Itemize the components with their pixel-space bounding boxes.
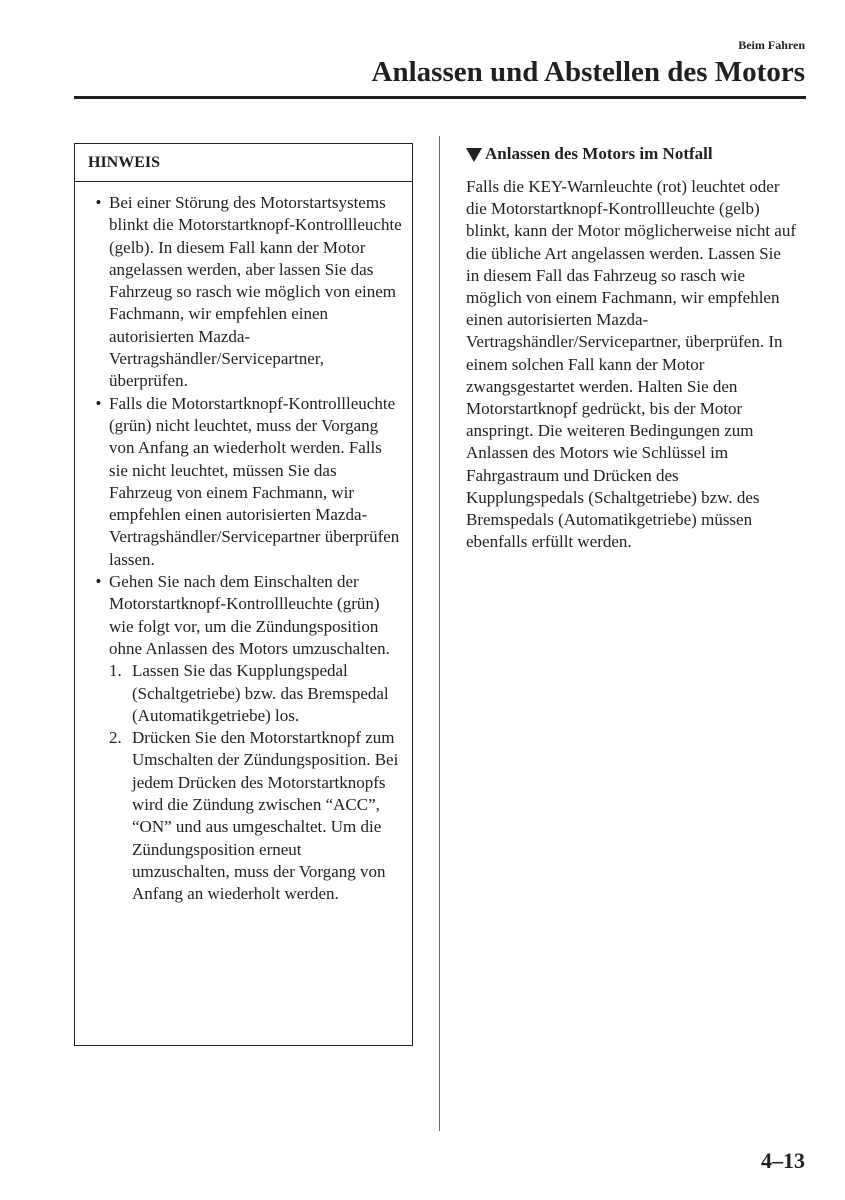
bullet-text: Falls die Motorstartknopf-Kontrollleuchte (grün) nicht leuchtet, muss der Vorgang von Anfang an wiederholt werden. Falls sie nicht leuchtet, müssen Sie das Fahrzeug von einem Fachmann, wir empfehlen einen autorisierten Mazda-Vertragshändler/Servicepartner überprüfen lassen. <box>109 393 400 569</box>
step-text: Lassen Sie das Kupplungspedal (Schaltgetriebe) bzw. das Bremspedal (Automatikgetriebe) los. <box>132 661 389 725</box>
section-heading-text: Anlassen des Motors im Notfall <box>485 144 713 163</box>
header-rule <box>74 96 806 99</box>
triangle-down-icon <box>466 148 482 162</box>
step-number: 2. <box>109 728 122 748</box>
note-title: HINWEIS <box>75 144 412 182</box>
note-bullet-2 <box>88 393 403 571</box>
bullet-text: Gehen Sie nach dem Einschalten der Motorstartknopf-Kontrollleuchte (grün) wie folgt vor, um die Zündungsposition ohne Anlassen des Motors umzuschalten. <box>109 572 390 658</box>
section-heading <box>466 143 713 165</box>
step-item-2 <box>109 727 403 905</box>
step-item-1 <box>109 660 403 727</box>
step-text: Drücken Sie den Motorstartknopf zum Umschalten der Zündungsposition. Bei jedem Drücken des Motorstartknopfs wird die Zündung zwischen “ACC”, “ON” und aus umgeschaltet. Um die Zündungsposition erneut umzuschalten, muss der Vorgang von Anfang an wiederholt werden. <box>132 728 399 904</box>
note-bullet-3 <box>88 571 403 660</box>
note-bullet-1 <box>88 192 403 393</box>
step-number: 1. <box>109 661 122 681</box>
page-number: 4–13 <box>761 1148 805 1173</box>
note-body <box>75 182 412 906</box>
bullet-mark: • <box>95 572 102 592</box>
chapter-label: Beim Fahren <box>738 38 805 52</box>
step-list <box>109 660 403 905</box>
column-divider <box>439 136 440 1131</box>
bullet-text: Bei einer Störung des Motorstartsystems blinkt die Motorstartknopf-Kontrollleuchte (gelb). In diesem Fall kann der Motor angelassen werden, aber lassen Sie das Fahrzeug so rasch wie möglich von einem Fachmann, wir empfehlen einen autorisierten Mazda-Vertragshändler/Servicepartner, überprüfen. <box>109 193 402 391</box>
bullet-mark: • <box>95 393 102 413</box>
section-body: Falls die KEY-Warnleuchte (rot) leuchtet oder die Motorstartknopf-Kontrollleuchte (gelb) blinkt, kann der Motor möglicherweise nicht auf die übliche Art angelassen werden. Lassen Sie in diesem Fall das Fahrzeug so rasch wie möglich von einem Fachmann, wir empfehlen einen autorisierten Mazda-Vertragshändler/Servicepartner, überprüfen. In einem solchen Fall kann der Motor zwangsgestartet werden. Halten Sie den Motorstartknopf gedrückt, bis der Motor anspringt. Die weiteren Bedingungen zum Anlassen des Motors wie Schlüssel im Fahrgastraum und Drücken des Kupplungspedals (Schaltgetriebe) bzw. des Bremspedals (Automatikgetriebe) müssen ebenfalls erfüllt werden. <box>466 177 796 552</box>
note-box <box>74 143 413 1046</box>
page-title: Anlassen und Abstellen des Motors <box>371 56 805 88</box>
bullet-mark: • <box>95 193 102 212</box>
